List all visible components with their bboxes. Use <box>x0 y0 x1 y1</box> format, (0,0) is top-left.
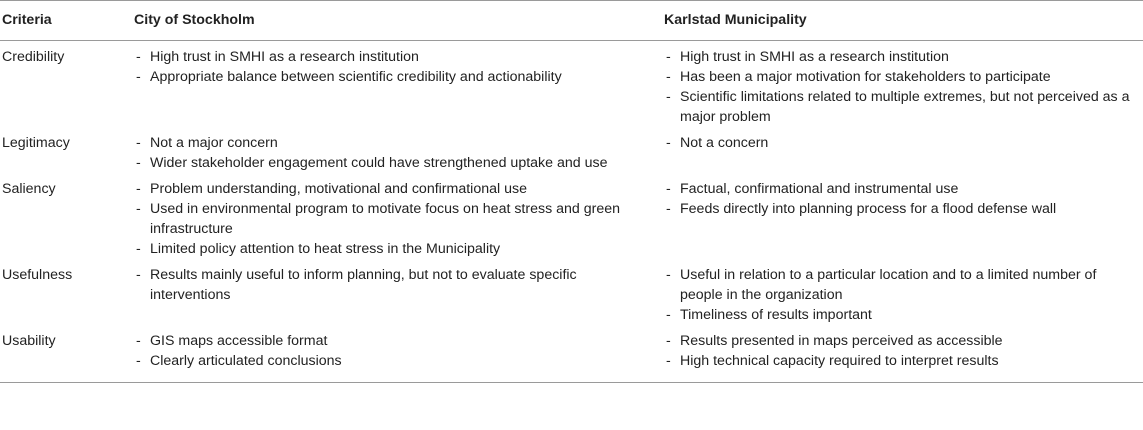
header-criteria: Criteria <box>0 1 128 41</box>
karlstad-cell <box>658 130 1143 176</box>
list-item: - Has been a major motivation for stakeholders to participate <box>664 67 1137 87</box>
criteria-cell: Credibility <box>2 49 65 65</box>
list-item: - Not a concern <box>664 133 1137 153</box>
header-row <box>0 1 1143 41</box>
karlstad-cell <box>658 176 1143 262</box>
list-item: - High trust in SMHI as a research institution <box>134 47 652 67</box>
criteria-cell: Usability <box>0 328 128 383</box>
list-item: - High technical capacity required to interpret results <box>664 351 1137 371</box>
table-row <box>0 176 1143 262</box>
list-item: - Timeliness of results important <box>664 305 1137 325</box>
header-stockholm: City of Stockholm <box>128 1 658 41</box>
list-item: - Clearly articulated conclusions <box>134 351 652 371</box>
table-row <box>0 130 1143 176</box>
list-item: - Scientific limitations related to multiple extremes, but not perceived as a major problem <box>664 87 1137 127</box>
list-item: - GIS maps accessible format <box>134 331 652 351</box>
list-item: - Wider stakeholder engagement could have strengthened uptake and use <box>134 153 652 173</box>
table-row <box>0 41 1143 131</box>
list-item: - Feeds directly into planning process for a flood defense wall <box>664 199 1137 219</box>
list-item: - Not a major concern <box>134 133 652 153</box>
stockholm-cell <box>128 41 658 131</box>
criteria-cell: Saliency <box>2 181 56 197</box>
list-item: - Factual, confirmational and instrumental use <box>664 179 1137 199</box>
stockholm-cell <box>128 262 658 328</box>
list-item: - Useful in relation to a particular location and to a limited number of people in the organization <box>664 265 1137 305</box>
list-item: - Used in environmental program to motivate focus on heat stress and green infrastructure <box>134 199 652 239</box>
list-item: - Limited policy attention to heat stress in the Municipality <box>134 239 652 259</box>
criteria-cell: Legitimacy <box>2 135 70 151</box>
list-item: - Appropriate balance between scientific credibility and actionability <box>134 67 652 87</box>
karlstad-cell <box>658 262 1143 328</box>
list-item: - Results mainly useful to inform planning, but not to evaluate specific interventions <box>134 265 652 305</box>
table-row <box>0 262 1143 328</box>
karlstad-cell <box>658 41 1143 131</box>
list-item: - Results presented in maps perceived as accessible <box>664 331 1137 351</box>
list-item: - High trust in SMHI as a research institution <box>664 47 1137 67</box>
header-karlstad: Karlstad Municipality <box>658 1 1143 41</box>
stockholm-cell <box>128 328 658 383</box>
list-item: - Problem understanding, motivational and confirmational use <box>134 179 652 199</box>
karlstad-cell <box>658 328 1143 383</box>
stockholm-cell <box>128 176 658 262</box>
criteria-cell: Usefulness <box>2 267 73 283</box>
stockholm-cell <box>128 130 658 176</box>
table-row <box>0 328 1143 383</box>
